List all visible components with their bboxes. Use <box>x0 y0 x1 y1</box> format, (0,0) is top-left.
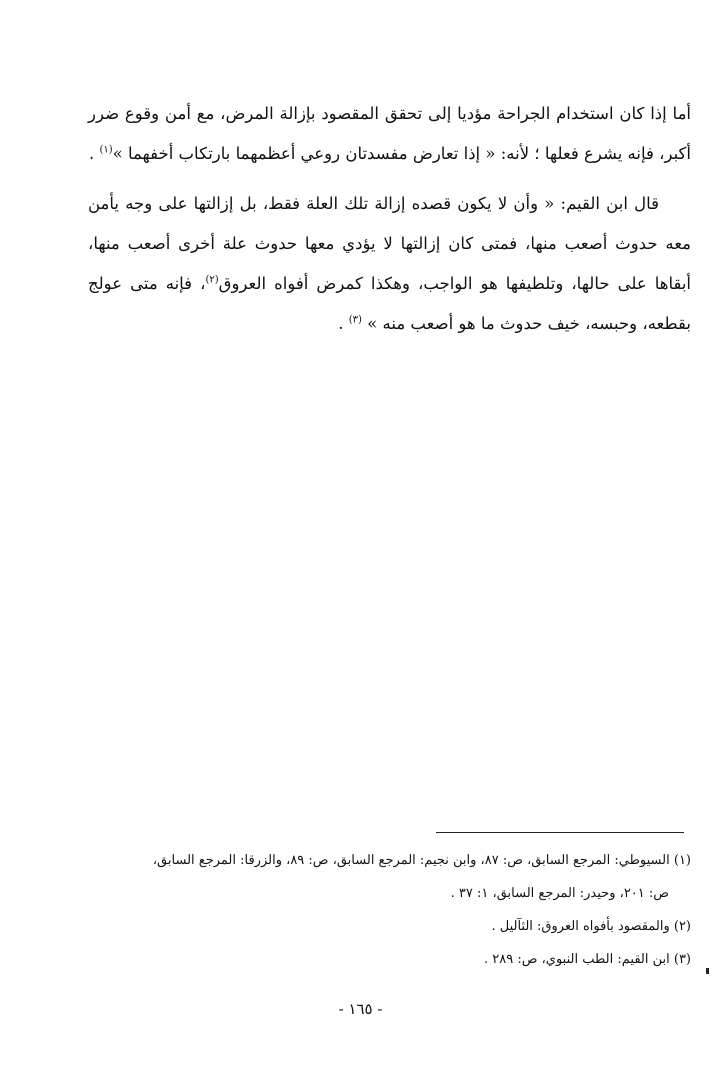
paragraph-1-end: . <box>88 144 100 163</box>
footnote-2-text: (٢) والمقصود بأفواه العروق: الثآليل . <box>491 919 691 934</box>
footnote-1-line-2: ص: ٢٠١، وحيدر: المرجع السابق، ١: ٣٧ . <box>450 886 669 901</box>
footnote-separator <box>436 832 684 833</box>
footnotes <box>88 844 691 976</box>
footnote-1-line-1: (١) السيوطي: المرجع السابق، ص: ٨٧، وابن نجيم: المرجع السابق، ص: ٨٩، والزرقا: المرجع السابق، <box>152 853 691 868</box>
footnote-ref-3[interactable]: (٣) <box>348 314 362 326</box>
paragraph-2-end: . <box>338 314 349 333</box>
paragraph-1-text: أما إذا كان استخدام الجراحة مؤديا إلى تحقق المقصود بإزالة المرض، مع أمن وقوع ضرر أكبر، فإنه يشرع فعلها ؛ لأنه: « إذا تعارض مفسدتان روعي أعظمهما بارتكاب أخفهما » <box>88 104 691 163</box>
footnote-3 <box>88 943 691 976</box>
footnote-ref-1[interactable]: (١) <box>99 144 113 156</box>
body-text <box>88 94 691 344</box>
footnote-1 <box>88 844 691 910</box>
paragraph-2 <box>88 184 691 344</box>
footnote-ref-2[interactable]: (٢) <box>205 274 219 286</box>
footnote-2 <box>88 910 691 943</box>
footnote-3-text: (٣) ابن القيم: الطب النبوي، ص: ٢٨٩ . <box>484 952 691 967</box>
margin-mark <box>706 968 709 974</box>
page-number: - ١٦٥ - <box>338 1000 383 1018</box>
paragraph-1 <box>88 94 691 174</box>
paragraph-2-text: قال ابن القيم: « وأن لا يكون قصده إزالة تلك العلة فقط، بل إزالتها على وجه يأمن معه حدوث أصعب منها، فمتى كان إزالتها لا يؤدي معها حدوث علة أخرى أصعب منها، أبقاها على حالها، وتلطيفها هو الواجب، وهكذا كمرض أفواه العروق <box>88 194 691 293</box>
paragraph-2-text-after: ، فإنه متى عولج بقطعه، وحبسه، خيف حدوث ما هو أصعب منه » <box>88 274 691 333</box>
